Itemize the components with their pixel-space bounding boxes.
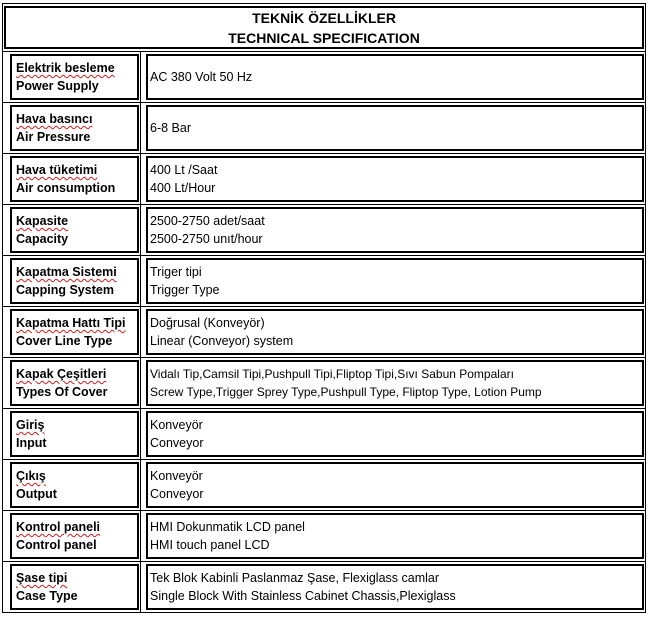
value-line-1: 400 Lt /Saat	[150, 163, 218, 177]
value-line-1: Konveyör	[150, 418, 203, 432]
value-line-1: 2500-2750 adet/saat	[150, 214, 265, 228]
value-line-2: Conveyor	[150, 436, 204, 450]
value-line-1: AC 380 Volt 50 Hz	[150, 70, 253, 84]
label-turkish: Kontrol paneli	[16, 520, 101, 534]
value-line-1: Vidalı Tip,Camsil Tipi,Pushpull Tipi,Fliptop Tipi,Sıvı Sabun Pompaları	[150, 367, 514, 381]
value-line-2: Screw Type,Trigger Sprey Type,Pushpull Type, Fliptop Type, Lotion Pump	[150, 385, 542, 399]
value-line-2: 2500-2750 unıt/hour	[150, 232, 263, 246]
label-turkish: Çıkış	[16, 469, 46, 483]
title-english: TECHNICAL SPECIFICATION	[228, 29, 420, 46]
label-english: Power Supply	[16, 79, 99, 93]
label-english: Case Type	[16, 589, 78, 603]
label-english: Cover Line Type	[16, 334, 113, 348]
value-line-2: HMI touch panel LCD	[150, 538, 270, 552]
value-line-1: Tek Blok Kabinli Paslanmaz Şase, Flexiglass camlar	[150, 571, 440, 585]
value-line-1: Konveyör	[150, 469, 203, 483]
label-english: Types Of Cover	[16, 385, 108, 399]
table-row	[3, 52, 646, 103]
spec-document	[2, 3, 645, 613]
table-row	[3, 409, 646, 460]
table-row	[3, 103, 646, 154]
label-turkish: Kapak Çeşitleri	[16, 367, 107, 381]
label-english: Control panel	[16, 538, 97, 552]
value-line-1: Triger tipi	[150, 265, 202, 279]
value-line-1: Doğrusal (Konveyör)	[150, 316, 265, 330]
label-turkish: Şase tipi	[16, 571, 68, 585]
label-english: Air Pressure	[16, 130, 91, 144]
table-row	[3, 511, 646, 562]
label-turkish: Hava tüketimi	[16, 163, 98, 177]
table-row	[3, 154, 646, 205]
table-row	[3, 205, 646, 256]
table-row	[3, 358, 646, 409]
label-english: Output	[16, 487, 57, 501]
table-row	[3, 256, 646, 307]
table-row	[3, 460, 646, 511]
label-english: Capacity	[16, 232, 69, 246]
title-turkish: TEKNİK ÖZELLİKLER	[252, 9, 396, 26]
label-english: Input	[16, 436, 47, 450]
label-turkish: Giriş	[16, 418, 45, 432]
label-turkish: Hava basıncı	[16, 112, 93, 126]
value-line-2: Trigger Type	[150, 283, 220, 297]
label-turkish: Kapatma Hattı Tipi	[16, 316, 126, 330]
label-turkish: Kapatma Sistemi	[16, 265, 117, 279]
table-row	[3, 562, 646, 613]
label-english: Air consumption	[16, 181, 116, 195]
value-line-2: 400 Lt/Hour	[150, 181, 216, 195]
value-line-1: HMI Dokunmatik LCD panel	[150, 520, 305, 534]
label-turkish: Kapasite	[16, 214, 69, 228]
value-line-2: Single Block With Stainless Cabinet Chassis,Plexiglass	[150, 589, 456, 603]
table-row	[3, 307, 646, 358]
value-line-2: Linear (Conveyor) system	[150, 334, 294, 348]
label-english: Capping System	[16, 283, 114, 297]
table-title-cell	[3, 4, 646, 52]
label-turkish: Elektrik besleme	[16, 61, 115, 75]
spec-table	[2, 3, 646, 613]
value-line-1: 6-8 Bar	[150, 121, 191, 135]
value-line-2: Conveyor	[150, 487, 204, 501]
